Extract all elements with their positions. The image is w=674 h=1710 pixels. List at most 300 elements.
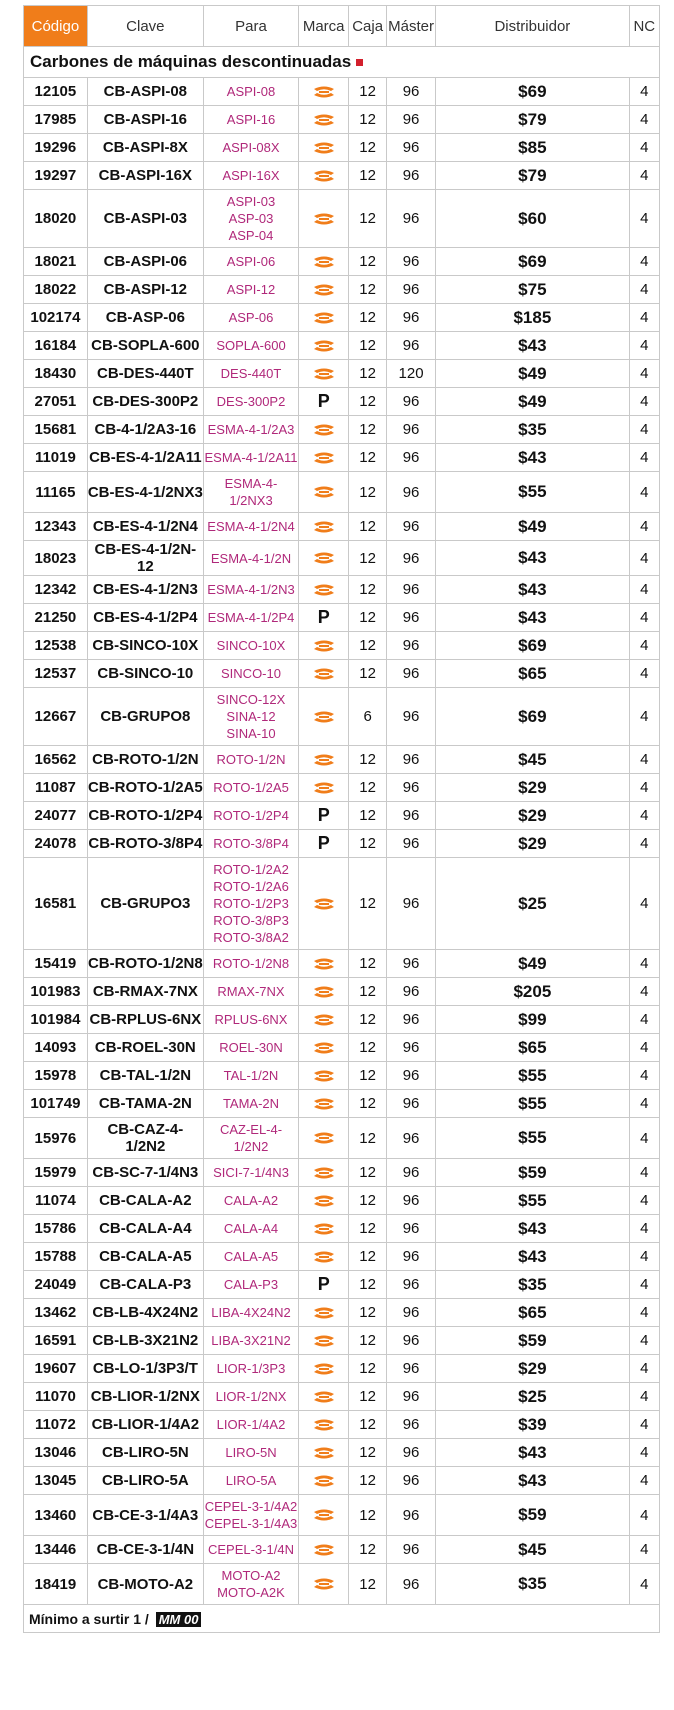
para-cell [203,1495,298,1536]
col-header-codigo: Código [24,6,88,47]
distribuidor-price-cell: $69 [436,688,630,746]
caja-cell: 12 [349,472,387,513]
codigo-cell: 12105 [24,78,88,106]
brand-logo-icon [313,1195,335,1207]
clave-cell: CB-ES-4-1/2N3 [87,576,203,604]
table-row [24,1467,660,1495]
brand-logo-icon [313,1014,335,1026]
brand-p-logo: P [317,833,330,853]
para-item: SINCO-10 [221,666,281,681]
brand-p-logo: P [317,607,330,627]
codigo-cell: 18021 [24,248,88,276]
distribuidor-price-cell: $43 [436,1243,630,1271]
nc-cell: 4 [629,276,659,304]
para-item: DES-300P2 [216,394,286,409]
nc-cell: 4 [629,1411,659,1439]
marca-cell [299,1495,349,1536]
nc-cell: 4 [629,1327,659,1355]
para-item: LIOR-1/3P3 [216,1361,286,1376]
master-cell: 96 [386,632,435,660]
marca-cell [299,1118,349,1159]
marca-cell [299,360,349,388]
para-item: MOTO-A2K [217,1585,285,1600]
codigo-cell: 18430 [24,360,88,388]
caja-cell: 12 [349,134,387,162]
caja-cell: 12 [349,1243,387,1271]
para-cell [203,1243,298,1271]
distribuidor-price-cell: $25 [436,858,630,950]
clave-cell: CB-CE-3-1/4N [87,1536,203,1564]
codigo-cell: 101749 [24,1090,88,1118]
table-row [24,416,660,444]
nc-cell: 4 [629,1439,659,1467]
caja-cell: 12 [349,416,387,444]
master-cell: 96 [386,1383,435,1411]
marca-cell [299,858,349,950]
distribuidor-price-cell: $43 [436,576,630,604]
distribuidor-price-cell: $49 [436,950,630,978]
section-title: Carbones de máquinas descontinuadas [30,52,352,71]
caja-cell: 12 [349,248,387,276]
para-item: ASP-06 [228,310,274,325]
table-row [24,802,660,830]
caja-cell: 12 [349,1411,387,1439]
master-cell: 96 [386,444,435,472]
col-header-distribuidor: Distribuidor [436,6,630,47]
master-cell: 96 [386,276,435,304]
master-cell: 96 [386,513,435,541]
nc-cell: 4 [629,1467,659,1495]
marca-cell [299,1327,349,1355]
para-item: ROEL-30N [219,1040,283,1055]
para-item: ROTO-3/8P4 [213,836,289,851]
master-cell: 120 [386,360,435,388]
nc-cell: 4 [629,576,659,604]
clave-cell: CB-ES-4-1/2N-12 [87,541,203,576]
nc-cell: 4 [629,802,659,830]
para-item: ESMA-4-1/2P4 [207,610,295,625]
para-cell [203,688,298,746]
codigo-cell: 11074 [24,1187,88,1215]
brand-logo-icon [313,711,335,723]
price-list [23,5,660,1633]
table-row [24,1564,660,1605]
table-row [24,388,660,416]
clave-cell: CB-RPLUS-6NX [87,1006,203,1034]
nc-cell: 4 [629,162,659,190]
master-cell: 96 [386,1299,435,1327]
para-cell [203,1536,298,1564]
para-cell [203,134,298,162]
clave-cell: CB-LO-1/3P3/T [87,1355,203,1383]
master-cell: 96 [386,1006,435,1034]
caja-cell: 12 [349,1215,387,1243]
para-item: LIOR-1/2NX [215,1389,287,1404]
master-cell: 96 [386,1243,435,1271]
marca-cell [299,190,349,248]
codigo-cell: 17985 [24,106,88,134]
brand-logo-icon [313,552,335,564]
marca-cell [299,472,349,513]
distribuidor-price-cell: $55 [436,472,630,513]
master-cell: 96 [386,950,435,978]
para-item: CAZ-EL-4-1/2N2 [219,1122,283,1154]
brand-logo-icon [313,1447,335,1459]
clave-cell: CB-TAL-1/2N [87,1062,203,1090]
distribuidor-price-cell: $43 [436,332,630,360]
master-cell: 96 [386,1411,435,1439]
table-row [24,134,660,162]
caja-cell: 12 [349,1187,387,1215]
para-item: ESMA-4-1/2A11 [204,450,298,465]
para-cell [203,802,298,830]
nc-cell: 4 [629,513,659,541]
brand-p-logo: P [317,805,330,825]
clave-cell: CB-GRUPO8 [87,688,203,746]
master-cell: 96 [386,746,435,774]
brand-logo-icon [313,213,335,225]
master-cell: 96 [386,416,435,444]
marca-cell [299,660,349,688]
master-cell: 96 [386,1536,435,1564]
para-cell [203,444,298,472]
distribuidor-price-cell: $43 [436,541,630,576]
distribuidor-price-cell: $55 [436,1118,630,1159]
caja-cell: 12 [349,632,387,660]
para-cell [203,304,298,332]
marca-cell [299,1215,349,1243]
nc-cell: 4 [629,388,659,416]
codigo-cell: 24077 [24,802,88,830]
brand-logo-icon [313,1419,335,1431]
nc-cell: 4 [629,78,659,106]
para-item: ROTO-3/8A2 [213,930,289,945]
marca-cell [299,304,349,332]
table-row [24,604,660,632]
codigo-cell: 101984 [24,1006,88,1034]
para-cell [203,106,298,134]
codigo-cell: 15419 [24,950,88,978]
para-item: RPLUS-6NX [214,1012,288,1027]
nc-cell: 4 [629,1299,659,1327]
para-cell [203,1118,298,1159]
caja-cell: 12 [349,1159,387,1187]
footer-text: Mínimo a surtir 1 / [29,1610,149,1627]
table-row [24,332,660,360]
table-row [24,688,660,746]
clave-cell: CB-4-1/2A3-16 [87,416,203,444]
codigo-cell: 13045 [24,1467,88,1495]
nc-cell: 4 [629,1355,659,1383]
master-cell: 96 [386,541,435,576]
para-cell [203,1564,298,1605]
brand-logo-icon [313,584,335,596]
master-cell: 96 [386,978,435,1006]
para-item: LIBA-3X21N2 [211,1333,291,1348]
marca-cell [299,134,349,162]
nc-cell: 4 [629,332,659,360]
nc-cell: 4 [629,978,659,1006]
clave-cell: CB-ES-4-1/2P4 [87,604,203,632]
distribuidor-price-cell: $49 [436,513,630,541]
master-cell: 96 [386,604,435,632]
nc-cell: 4 [629,1495,659,1536]
para-cell [203,1006,298,1034]
codigo-cell: 101983 [24,978,88,1006]
caja-cell: 12 [349,1062,387,1090]
clave-cell: CB-LIRO-5N [87,1439,203,1467]
nc-cell: 4 [629,472,659,513]
table-row [24,1383,660,1411]
brand-logo-icon [313,424,335,436]
para-cell [203,604,298,632]
caja-cell: 6 [349,688,387,746]
red-square-icon [356,59,363,66]
brand-logo-icon [313,1223,335,1235]
table-row [24,576,660,604]
nc-cell: 4 [629,774,659,802]
table-row [24,190,660,248]
mm-badge: MM 00 [156,1612,202,1627]
para-item: ROTO-1/2A2 [213,862,289,877]
distribuidor-price-cell: $45 [436,746,630,774]
marca-cell [299,978,349,1006]
para-item: SINCO-10X [216,638,286,653]
marca-cell [299,1159,349,1187]
para-item: ROTO-3/8P3 [213,913,289,928]
table-row [24,746,660,774]
distribuidor-price-cell: $205 [436,978,630,1006]
caja-cell: 12 [349,858,387,950]
brand-logo-icon [313,986,335,998]
codigo-cell: 12538 [24,632,88,660]
brand-logo-icon [313,1042,335,1054]
brand-logo-icon [313,521,335,533]
brand-logo-icon [313,452,335,464]
para-cell [203,78,298,106]
para-cell [203,1439,298,1467]
para-cell [203,1327,298,1355]
distribuidor-price-cell: $55 [436,1062,630,1090]
master-cell: 96 [386,802,435,830]
marca-cell [299,276,349,304]
master-cell: 96 [386,1187,435,1215]
col-header-nc: NC [629,6,659,47]
marca-cell [299,1090,349,1118]
codigo-cell: 15979 [24,1159,88,1187]
para-cell [203,746,298,774]
para-item: ESMA-4-1/2NX3 [224,476,278,508]
marca-cell [299,388,349,416]
distribuidor-price-cell: $59 [436,1495,630,1536]
para-item: SOPLA-600 [216,338,286,353]
table-row [24,660,660,688]
brand-logo-icon [313,1167,335,1179]
caja-cell: 12 [349,1327,387,1355]
para-item: TAL-1/2N [223,1068,279,1083]
para-item: CALA-A2 [223,1193,279,1208]
clave-cell: CB-TAMA-2N [87,1090,203,1118]
clave-cell: CB-ROTO-1/2P4 [87,802,203,830]
para-cell [203,1467,298,1495]
para-item: ROTO-1/2N8 [212,956,290,971]
codigo-cell: 18419 [24,1564,88,1605]
clave-cell: CB-DES-300P2 [87,388,203,416]
nc-cell: 4 [629,1062,659,1090]
distribuidor-price-cell: $79 [436,162,630,190]
para-item: ROTO-1/2A5 [213,780,289,795]
distribuidor-price-cell: $29 [436,774,630,802]
para-cell [203,276,298,304]
para-item: ROTO-1/2P4 [213,808,289,823]
codigo-cell: 16184 [24,332,88,360]
marca-cell [299,1439,349,1467]
clave-cell: CB-ROTO-1/2N [87,746,203,774]
master-cell: 96 [386,1062,435,1090]
codigo-cell: 102174 [24,304,88,332]
nc-cell: 4 [629,830,659,858]
para-item: ROTO-1/2N [216,752,286,767]
master-cell: 96 [386,1495,435,1536]
brand-logo-icon [313,1335,335,1347]
distribuidor-price-cell: $43 [436,1467,630,1495]
codigo-cell: 21250 [24,604,88,632]
caja-cell: 12 [349,1536,387,1564]
master-cell: 96 [386,1327,435,1355]
distribuidor-price-cell: $29 [436,1355,630,1383]
nc-cell: 4 [629,1006,659,1034]
caja-cell: 12 [349,276,387,304]
col-header-master: Máster [386,6,435,47]
marca-cell [299,774,349,802]
marca-cell [299,1355,349,1383]
caja-cell: 12 [349,1355,387,1383]
codigo-cell: 19297 [24,162,88,190]
table-row [24,1271,660,1299]
brand-logo-icon [313,170,335,182]
caja-cell: 12 [349,660,387,688]
master-cell: 96 [386,774,435,802]
table-row [24,304,660,332]
para-cell [203,513,298,541]
codigo-cell: 11165 [24,472,88,513]
para-cell [203,332,298,360]
codigo-cell: 14093 [24,1034,88,1062]
caja-cell: 12 [349,304,387,332]
marca-cell [299,1034,349,1062]
clave-cell: CB-SINCO-10 [87,660,203,688]
master-cell: 96 [386,78,435,106]
codigo-cell: 15978 [24,1062,88,1090]
para-item: TAMA-2N [222,1096,280,1111]
brand-logo-icon [313,1475,335,1487]
clave-cell: CB-CE-3-1/4A3 [87,1495,203,1536]
table-row [24,78,660,106]
distribuidor-price-cell: $99 [436,1006,630,1034]
marca-cell [299,78,349,106]
marca-cell [299,950,349,978]
codigo-cell: 12343 [24,513,88,541]
para-item: ASP-04 [228,228,274,243]
marca-cell [299,746,349,774]
codigo-cell: 11087 [24,774,88,802]
nc-cell: 4 [629,688,659,746]
nc-cell: 4 [629,360,659,388]
nc-cell: 4 [629,1090,659,1118]
para-item: RMAX-7NX [217,984,285,999]
master-cell: 96 [386,1564,435,1605]
clave-cell: CB-ASPI-03 [87,190,203,248]
table-row [24,1062,660,1090]
nc-cell: 4 [629,1271,659,1299]
caja-cell: 12 [349,830,387,858]
master-cell: 96 [386,576,435,604]
codigo-cell: 16562 [24,746,88,774]
marca-cell [299,513,349,541]
clave-cell: CB-LB-4X24N2 [87,1299,203,1327]
codigo-cell: 15681 [24,416,88,444]
distribuidor-price-cell: $69 [436,632,630,660]
para-cell [203,830,298,858]
nc-cell: 4 [629,1118,659,1159]
table-row [24,472,660,513]
clave-cell: CB-ASPI-16X [87,162,203,190]
brand-logo-icon [313,86,335,98]
clave-cell: CB-ROTO-3/8P4 [87,830,203,858]
para-item: ASPI-08X [222,140,280,155]
marca-cell [299,444,349,472]
col-header-caja: Caja [349,6,387,47]
marca-cell [299,1536,349,1564]
codigo-cell: 24078 [24,830,88,858]
master-cell: 96 [386,332,435,360]
para-cell [203,858,298,950]
master-cell: 96 [386,1034,435,1062]
nc-cell: 4 [629,604,659,632]
para-cell [203,950,298,978]
clave-cell: CB-LIOR-1/4A2 [87,1411,203,1439]
caja-cell: 12 [349,576,387,604]
brand-logo-icon [313,1070,335,1082]
caja-cell: 12 [349,78,387,106]
caja-cell: 12 [349,444,387,472]
para-item: SINCO-12X [216,692,286,707]
para-item: ESMA-4-1/2A3 [207,422,295,437]
clave-cell: CB-DES-440T [87,360,203,388]
caja-cell: 12 [349,106,387,134]
brand-logo-icon [313,1098,335,1110]
nc-cell: 4 [629,248,659,276]
distribuidor-price-cell: $35 [436,1564,630,1605]
marca-cell [299,332,349,360]
col-header-clave: Clave [87,6,203,47]
marca-cell [299,416,349,444]
para-item: CALA-A4 [223,1221,279,1236]
table-row [24,1536,660,1564]
nc-cell: 4 [629,541,659,576]
table-row [24,106,660,134]
para-cell [203,1411,298,1439]
para-item: SINA-10 [226,726,276,741]
codigo-cell: 15788 [24,1243,88,1271]
section-row [24,47,660,78]
marca-cell [299,1243,349,1271]
distribuidor-price-cell: $65 [436,1034,630,1062]
caja-cell: 12 [349,1006,387,1034]
distribuidor-price-cell: $29 [436,830,630,858]
clave-cell: CB-ASPI-08 [87,78,203,106]
header-row [24,6,660,47]
